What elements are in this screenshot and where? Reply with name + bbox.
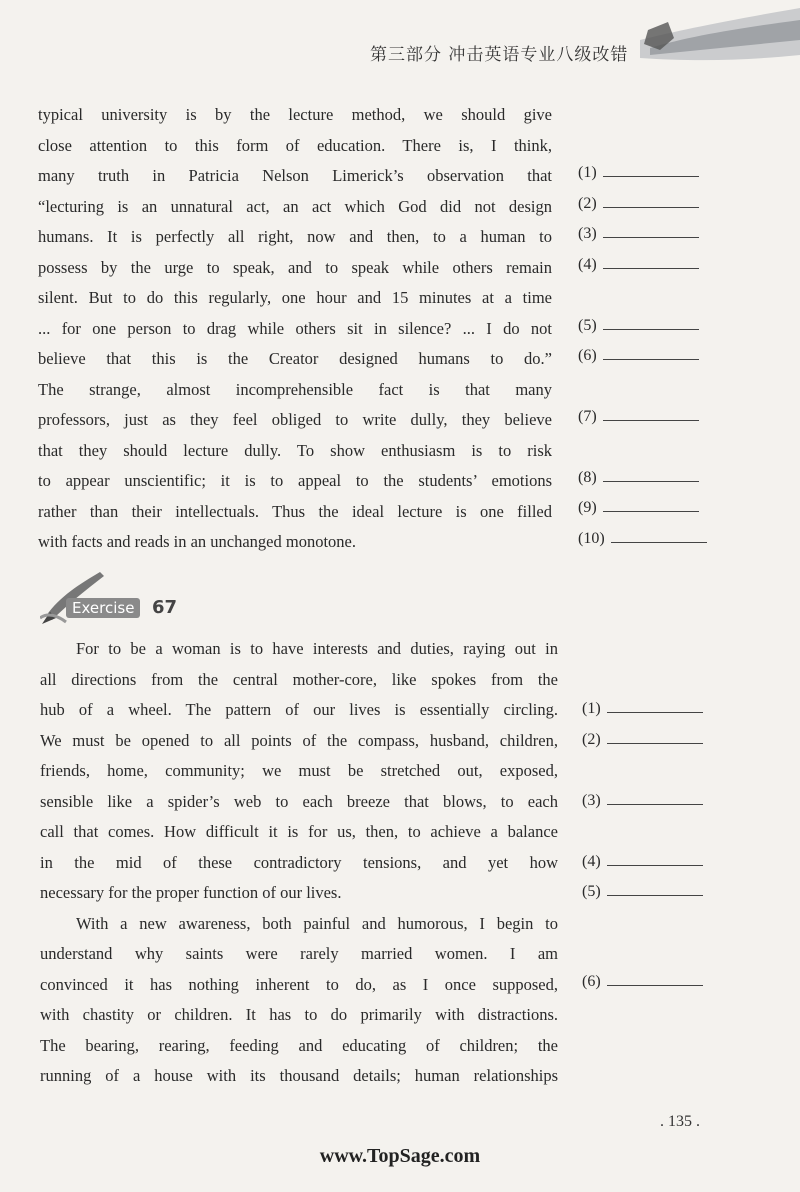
blank-number: (3) [578,225,597,242]
answer-blank[interactable] [578,497,699,517]
text-line: ... for one person to drag while others sit in silence? ... I do not [38,318,552,338]
text-line: The strange, almost incomprehensible fact is that many [38,379,552,399]
text-line: necessary for the proper function of our lives. [40,883,342,902]
answer-blank[interactable] [578,223,699,243]
blank-number: (6) [582,973,601,990]
text-line: friends, home, community; we must be stretched out, exposed, [40,761,558,780]
text-line: For to be a woman is to have interests and duties, raying out in [76,639,558,658]
text-line: many truth in Patricia Nelson Limerick’s observation that [38,166,552,185]
answer-blank[interactable] [578,193,699,213]
blank-number: (6) [578,347,597,364]
blank-number: (4) [578,256,597,273]
text-line: professors, just as they feel obliged to write dully, they believe [38,410,552,429]
passage-1 [38,100,552,558]
answer-blank[interactable] [582,698,703,718]
answer-blank[interactable] [578,528,707,548]
passage-2 [40,634,558,1092]
text-line: typical university is by the lecture method, we should give [38,105,552,124]
answer-blank[interactable] [578,315,699,335]
blank-number: (10) [578,530,605,547]
answer-blank[interactable] [578,467,699,487]
answer-blank[interactable] [582,729,703,749]
text-line: to appear unscientific; it is to appeal to the students’ emotions [38,471,552,490]
text-line: hub of a wheel. The pattern of our lives is essentially circling. [40,700,558,719]
page-number: . 135 . [660,1113,700,1130]
blank-number: (2) [578,195,597,212]
text-line: The bearing, rearing, feeding and educating of children; the [40,1035,558,1055]
text-line: silent. But to do this regularly, one hour and 15 minutes at a time [38,288,552,307]
answer-blank[interactable] [578,162,699,182]
text-line: We must be opened to all points of the compass, husband, children, [40,730,558,750]
text-line: that they should lecture dully. To show enthusiasm is to risk [38,440,552,460]
blank-number: (2) [582,731,601,748]
blank-number: (9) [578,499,597,516]
text-line: With a new awareness, both painful and humorous, I begin to [76,913,558,933]
answer-blank[interactable] [582,851,703,871]
text-line: understand why saints were rarely married women. I am [40,944,558,963]
exercise-label: Exercise [66,598,140,618]
website-footer: www.TopSage.com [319,1145,481,1167]
text-line: possess by the urge to speak, and to speak while others remain [38,257,552,277]
answer-blank[interactable] [578,406,699,426]
text-line: all directions from the central mother-core, like spokes from the [40,669,558,689]
text-line: convinced it has nothing inherent to do, as I once supposed, [40,974,558,994]
blank-number: (1) [582,700,601,717]
answer-blank[interactable] [582,971,703,991]
answer-blank[interactable] [578,254,699,274]
exercise-heading [40,566,200,626]
text-line: with chastity or children. It has to do primarily with distractions. [40,1005,558,1024]
blank-number: (5) [582,883,601,900]
text-line: sensible like a spider’s web to each breeze that blows, to each [40,791,558,811]
text-line: with facts and reads in an unchanged monotone. [38,532,356,551]
blank-number: (8) [578,469,597,486]
text-line: close attention to this form of education. There is, I think, [38,135,552,155]
blank-number: (4) [582,853,601,870]
blank-number: (1) [578,164,597,181]
text-line: in the mid of these contradictory tensions, and yet how [40,852,558,872]
text-line: believe that this is the Creator designed humans to do.” [38,349,552,368]
header-title: 第三部分 冲击英语专业八级改错 [370,45,629,65]
answer-blank[interactable] [582,790,703,810]
text-line: rather than their intellectuals. Thus the ideal lecture is one filled [38,501,552,521]
text-line: “lecturing is an unnatural act, an act which God did not design [38,196,552,216]
text-line: running of a house with its thousand details; human relationships [40,1066,558,1085]
answer-blank[interactable] [582,881,703,901]
header-swoosh-icon [640,0,800,75]
text-line: call that comes. How difficult it is for us, then, to achieve a balance [40,822,558,841]
text-line: humans. It is perfectly all right, now and then, to a human to [38,227,552,246]
answer-blank[interactable] [578,345,699,365]
page-header [0,0,800,80]
blank-number: (3) [582,792,601,809]
exercise-number: 67 [152,597,178,618]
blank-number: (7) [578,408,597,425]
blank-number: (5) [578,317,597,334]
